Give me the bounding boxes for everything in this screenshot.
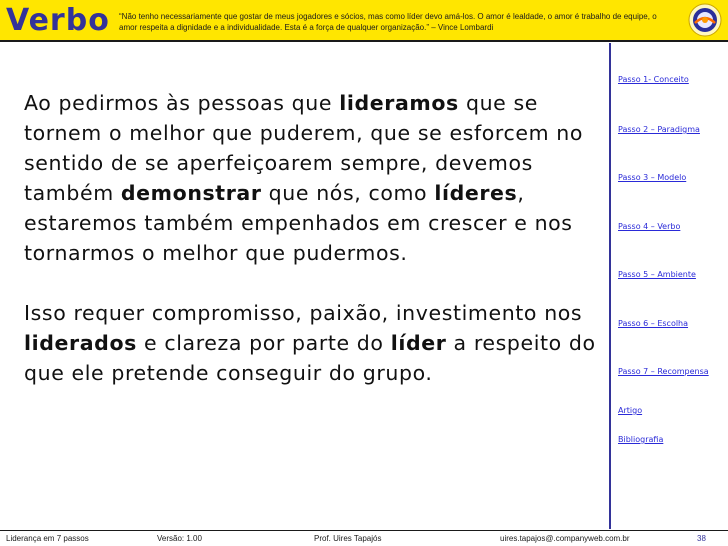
- text-segment: Isso requer compromisso, paixão, investimento nos: [24, 301, 583, 325]
- nav-link-artigo[interactable]: Artigo: [618, 406, 643, 415]
- text-segment: Ao pedirmos às pessoas que: [24, 91, 340, 115]
- text-segment: , estaremos também empenhados em crescer e nos tornarmos o melhor que pudermos.: [24, 181, 573, 265]
- text-segment: e clareza por parte do: [136, 331, 391, 355]
- nav-link-passo-2[interactable]: Passo 2 – Paradigma: [618, 125, 700, 134]
- main-text: [24, 88, 599, 388]
- bold-term: lideramos: [339, 91, 459, 115]
- bold-term: liderados: [24, 331, 137, 355]
- paragraph-2: [24, 298, 599, 388]
- bold-term: líderes: [434, 181, 518, 205]
- footer-divider: [0, 530, 728, 531]
- nav-link-passo-6[interactable]: Passo 6 – Escolha: [618, 319, 689, 328]
- nav-link-passo-5[interactable]: Passo 5 – Ambiente: [618, 270, 696, 279]
- nav-link-bibliografia[interactable]: Bibliografia: [618, 435, 664, 444]
- nav-link-passo-1[interactable]: Passo 1- Conceito: [618, 75, 689, 84]
- nav-link-passo-4[interactable]: Passo 4 – Verbo: [618, 222, 681, 231]
- footer-author: Prof. Uires Tapajós: [314, 534, 382, 543]
- bold-term: demonstrar: [120, 181, 262, 205]
- text-segment: a respeito do que ele pretende conseguir do grupo.: [24, 331, 596, 385]
- quote-line-2: amor respeita a dignidade e a individualidade. Esta é a força de qualquer organização.” – Vince Lombardi: [119, 23, 494, 32]
- footer-version: Versão: 1.00: [157, 534, 202, 543]
- text-segment: que se tornem o melhor que puderem, que se esforcem no sentido de se aperfeiçoarem sempre, devemos também: [24, 91, 583, 205]
- header-quote: [119, 11, 679, 33]
- paragraph-1: [24, 88, 599, 268]
- nav-link-passo-7[interactable]: Passo 7 – Recompensa: [618, 367, 709, 376]
- footer-email: uires.tapajos@.companyweb.com.br: [500, 534, 630, 543]
- footer-bar: [0, 532, 728, 546]
- quote-line-1: “Não tenho necessariamente que gostar de meus jogadores e sócios, mas como líder devo amá-los. O amor é lealdade, o amor é trabalho de equipe, o: [119, 12, 657, 21]
- sidebar-nav: [618, 0, 726, 530]
- sidebar-divider: [609, 43, 611, 529]
- slide-title: Verbo: [6, 3, 110, 38]
- text-segment: que nós, como: [261, 181, 435, 205]
- footer-course: Liderança em 7 passos: [6, 534, 89, 543]
- page-number: 38: [697, 534, 706, 543]
- nav-link-passo-3[interactable]: Passo 3 – Modelo: [618, 173, 687, 182]
- bold-term: líder: [390, 331, 447, 355]
